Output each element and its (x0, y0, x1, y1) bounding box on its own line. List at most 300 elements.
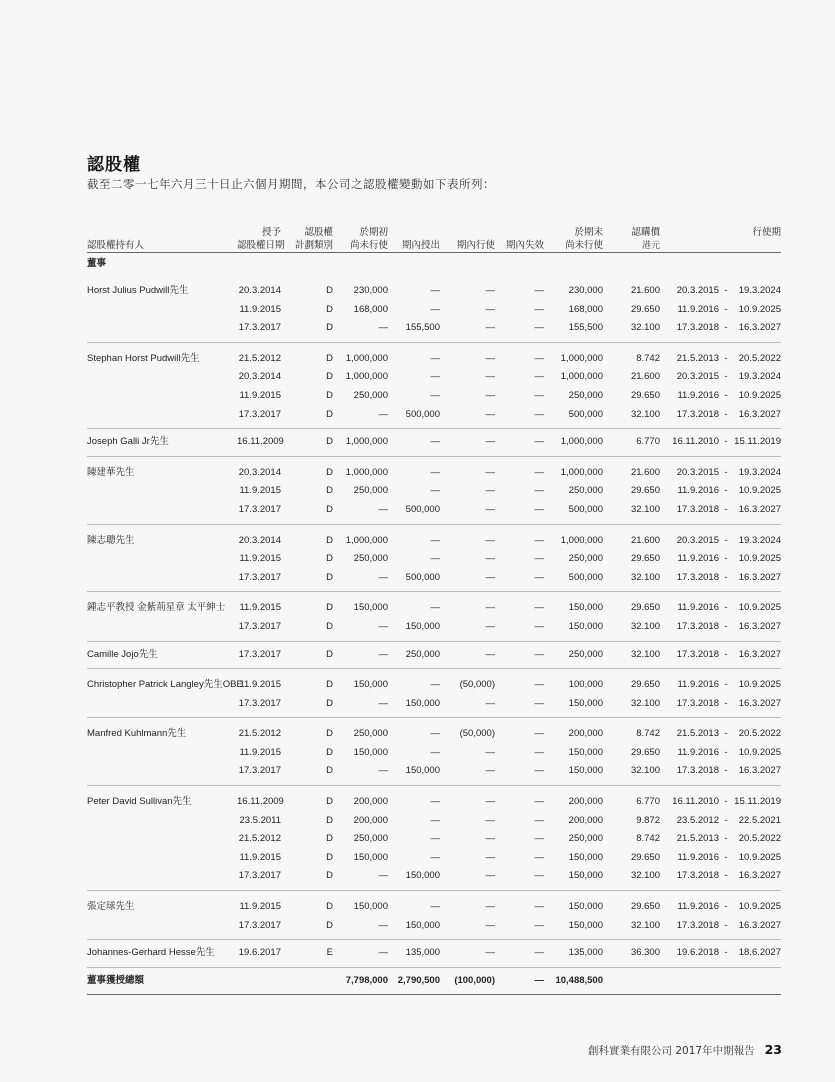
exercise-period (660, 569, 781, 588)
granted-cell: — (430, 466, 440, 478)
holder-cell (87, 812, 237, 831)
granted-cell: 155,500 (388, 319, 440, 342)
exercise-period-cell (660, 482, 781, 501)
period-end: 19.3.2024 (738, 371, 781, 383)
exercise-period-cell (660, 641, 781, 669)
price-cell: 29.650 (630, 679, 660, 691)
price-cell: 8.742 (636, 352, 660, 364)
lapsed-cell: — (495, 917, 544, 940)
lapsed-cell: — (495, 641, 544, 669)
period-start: 20.3.2015 (676, 534, 719, 546)
header-price-unit: 港元 (641, 240, 660, 250)
scheme-cell: D (326, 796, 333, 808)
closing-cell: 500,000 (544, 569, 603, 592)
period-start: 21.5.2013 (676, 352, 719, 364)
period-start: 11.9.2016 (677, 553, 719, 565)
total-empty-cell (660, 967, 781, 994)
table-row (87, 830, 781, 849)
table-row (87, 592, 781, 618)
price-cell: 32.100 (603, 319, 660, 342)
opening-cell: 250,000 (353, 485, 388, 497)
period-start: 17.3.2018 (676, 765, 719, 777)
price-cell: 32.100 (603, 406, 660, 429)
period-start: 11.9.2016 (677, 389, 719, 401)
lapsed-cell: — (495, 569, 544, 592)
closing-cell: 135,000 (544, 940, 603, 968)
period-start: 17.3.2018 (676, 620, 719, 632)
period-separator: - (724, 371, 728, 383)
period-end: 20.5.2022 (738, 728, 781, 740)
period-separator: - (724, 620, 728, 632)
exercise-period-cell (660, 406, 781, 429)
period-separator: - (724, 796, 728, 808)
holder-cell: 陳志聰先生 (87, 534, 135, 546)
lapsed-cell: — (534, 833, 544, 845)
period-separator: - (724, 553, 728, 565)
exercise-period-cell (660, 940, 781, 968)
share-options-table (87, 212, 781, 995)
table-row (87, 482, 781, 501)
header-grant-date: 授予 認股權日期 (237, 212, 281, 253)
scheme-cell: D (281, 695, 333, 718)
period-start: 23.5.2012 (676, 814, 719, 826)
granted-cell: — (430, 814, 440, 826)
period-separator: - (724, 697, 728, 709)
exercise-period-cell (660, 524, 781, 550)
period-end: 16.3.2027 (738, 408, 781, 420)
exercise-period (660, 550, 781, 569)
price-cell: 32.100 (603, 917, 660, 940)
table-row (87, 744, 781, 763)
header-holder: 認股權持有人 (87, 212, 237, 253)
grant-date-cell: 11.9.2015 (239, 901, 281, 913)
scheme-cell: D (326, 352, 333, 364)
exercise-period (660, 301, 781, 320)
closing-cell: 150,000 (544, 867, 603, 890)
scheme-cell: D (326, 728, 333, 740)
lapsed-cell: — (495, 762, 544, 785)
period-end: 10.9.2025 (738, 485, 781, 497)
exercised-cell: — (485, 602, 495, 614)
exercise-period-cell (660, 275, 781, 301)
period-separator: - (724, 901, 728, 913)
period-end: 16.3.2027 (738, 765, 781, 777)
price-cell: 32.100 (603, 867, 660, 890)
scheme-cell: D (326, 285, 333, 296)
period-start: 17.3.2018 (676, 648, 719, 660)
grant-date-cell: 11.9.2015 (239, 851, 281, 863)
period-start: 17.3.2018 (676, 919, 719, 931)
closing-cell: 150,000 (544, 762, 603, 785)
period-end: 15.11.2019 (734, 436, 781, 448)
granted-cell: 150,000 (388, 917, 440, 940)
granted-cell: 150,000 (388, 762, 440, 785)
period-end: 16.3.2027 (738, 620, 781, 632)
scheme-cell: D (281, 641, 333, 669)
table-row (87, 849, 781, 868)
grant-date-cell: 16.11.2009 (237, 796, 284, 808)
grant-date-cell: 17.3.2017 (237, 695, 281, 718)
scheme-cell: E (281, 940, 333, 968)
closing-cell: 150,000 (568, 602, 603, 614)
scheme-cell: D (326, 389, 333, 401)
exercised-cell: — (485, 814, 495, 826)
scheme-cell: D (281, 618, 333, 641)
exercise-period-cell (660, 695, 781, 718)
page-footer (560, 1042, 782, 1058)
lapsed-cell: — (534, 746, 544, 758)
holder-cell (87, 368, 237, 387)
lapsed-cell: — (495, 940, 544, 968)
lapsed-cell: — (534, 389, 544, 401)
closing-cell: 150,000 (544, 618, 603, 641)
closing-cell: 150,000 (568, 851, 603, 863)
period-start: 11.9.2016 (677, 303, 719, 315)
exercise-period (660, 812, 781, 831)
price-cell: 29.650 (630, 553, 660, 565)
period-end: 15.11.2019 (734, 796, 781, 808)
period-end: 16.3.2027 (738, 870, 781, 882)
opening-cell: 250,000 (353, 389, 388, 401)
page-subtitle: 截至二零一七年六月三十日止六個月期間，本公司之認股權變動如下表所列： (87, 177, 495, 191)
lapsed-cell: — (534, 285, 544, 296)
scheme-cell: D (281, 762, 333, 785)
exercise-period-cell (660, 618, 781, 641)
scheme-cell: D (326, 485, 333, 497)
holder-cell: 陳建華先生 (87, 466, 135, 478)
holder-cell (87, 501, 237, 524)
exercise-period (660, 406, 781, 425)
opening-cell: — (333, 406, 388, 429)
period-end: 22.5.2021 (738, 814, 781, 826)
table-row (87, 940, 781, 968)
opening-cell: — (333, 940, 388, 968)
period-start: 11.9.2016 (677, 851, 719, 863)
lapsed-cell: — (534, 534, 544, 546)
exercise-period (660, 898, 781, 917)
price-cell: 29.650 (630, 901, 660, 913)
report-name: 創科實業有限公司 2017年中期報告 (588, 1045, 755, 1057)
exercised-cell: — (485, 553, 495, 565)
scheme-cell: D (281, 501, 333, 524)
lapsed-cell: — (495, 618, 544, 641)
lapsed-cell: — (534, 352, 544, 364)
period-start: 16.11.2010 (672, 796, 719, 808)
exercise-period (660, 282, 781, 301)
price-cell: 32.100 (603, 501, 660, 524)
lapsed-cell: — (495, 867, 544, 890)
header-granted: 期內授出 (388, 212, 440, 253)
price-cell: 21.600 (630, 466, 660, 478)
grant-date-cell: 17.3.2017 (237, 319, 281, 342)
lapsed-cell: — (534, 728, 544, 740)
grant-date-cell: 17.3.2017 (237, 569, 281, 592)
exercised-cell: — (440, 501, 495, 524)
table-row (87, 812, 781, 831)
scheme-cell: D (326, 602, 333, 614)
period-separator: - (724, 503, 728, 515)
exercised-cell: — (485, 352, 495, 364)
closing-cell: 168,000 (568, 303, 603, 315)
exercise-period-cell (660, 456, 781, 482)
granted-cell: — (388, 429, 440, 457)
price-cell: 29.650 (630, 746, 660, 758)
exercise-period-cell (660, 342, 781, 368)
opening-cell: 1,000,000 (333, 429, 388, 457)
period-separator: - (724, 534, 728, 546)
scheme-cell: D (326, 679, 333, 691)
table-row (87, 524, 781, 550)
price-cell: 6.770 (603, 429, 660, 457)
opening-cell: — (333, 917, 388, 940)
exercise-period-cell (660, 744, 781, 763)
exercise-period-cell (660, 669, 781, 695)
granted-cell: 500,000 (388, 406, 440, 429)
opening-cell: — (333, 641, 388, 669)
granted-cell: — (430, 796, 440, 808)
period-start: 21.5.2013 (676, 728, 719, 740)
exercise-period-cell (660, 849, 781, 868)
opening-cell: — (333, 569, 388, 592)
price-cell: 6.770 (636, 796, 660, 808)
period-separator: - (724, 679, 728, 691)
lapsed-cell: — (534, 679, 544, 691)
section-label: 董事 (87, 258, 107, 269)
opening-cell: 200,000 (353, 796, 388, 808)
holder-cell: Joseph Galli Jr先生 (87, 429, 237, 457)
table-row (87, 301, 781, 320)
total-closing: 10,488,500 (544, 967, 603, 994)
exercise-period (660, 532, 781, 551)
exercise-period (660, 433, 781, 452)
holder-cell: Peter David Sullivan先生 (87, 796, 192, 808)
holder-cell: 鍾志平教授 金紫荊星章 太平紳士 (87, 602, 226, 614)
lapsed-cell: — (495, 695, 544, 718)
exercised-cell: — (485, 466, 495, 478)
exercise-period (660, 944, 781, 963)
exercise-period-cell (660, 718, 781, 744)
exercise-period (660, 482, 781, 501)
period-end: 10.9.2025 (738, 746, 781, 758)
closing-cell: 500,000 (544, 406, 603, 429)
period-separator: - (724, 436, 728, 448)
exercised-cell: — (440, 762, 495, 785)
period-separator: - (724, 870, 728, 882)
scheme-cell: D (281, 917, 333, 940)
lapsed-cell: — (495, 501, 544, 524)
price-cell: 32.100 (603, 618, 660, 641)
opening-cell: 1,000,000 (345, 534, 388, 546)
granted-cell: — (430, 389, 440, 401)
closing-cell: 250,000 (544, 641, 603, 669)
price-cell: 32.100 (603, 762, 660, 785)
granted-cell: — (430, 746, 440, 758)
scheme-cell: D (326, 814, 333, 826)
price-cell: 32.100 (603, 695, 660, 718)
period-separator: - (724, 851, 728, 863)
closing-cell: 150,000 (568, 901, 603, 913)
lapsed-cell: — (534, 553, 544, 565)
holder-cell: Manfred Kuhlmann先生 (87, 728, 187, 740)
exercise-period (660, 917, 781, 936)
period-end: 16.3.2027 (738, 571, 781, 583)
exercise-period-cell (660, 387, 781, 406)
period-end: 20.5.2022 (738, 352, 781, 364)
exercise-period (660, 319, 781, 338)
period-separator: - (724, 814, 728, 826)
period-start: 20.3.2015 (676, 466, 719, 478)
grant-date-cell: 20.3.2014 (238, 371, 281, 383)
period-end: 10.9.2025 (738, 851, 781, 863)
period-separator: - (724, 408, 728, 420)
total-lapsed: — (495, 967, 544, 994)
closing-cell: 1,000,000 (560, 371, 603, 383)
period-separator: - (724, 389, 728, 401)
exercise-period (660, 793, 781, 812)
closing-cell: 150,000 (544, 917, 603, 940)
table-row (87, 387, 781, 406)
granted-cell: 150,000 (388, 695, 440, 718)
scheme-cell: D (326, 746, 333, 758)
closing-cell: 150,000 (568, 746, 603, 758)
header-price: 認購價 港元 (603, 212, 660, 253)
exercise-period-cell (660, 592, 781, 618)
total-empty-cell (237, 967, 281, 994)
holder-cell: Johannes-Gerhard Hesse先生 (87, 940, 237, 968)
granted-cell: — (430, 485, 440, 497)
lapsed-cell: — (495, 429, 544, 457)
period-separator: - (724, 571, 728, 583)
exercise-period-cell (660, 830, 781, 849)
period-start: 17.3.2018 (676, 697, 719, 709)
price-cell: 36.300 (603, 940, 660, 968)
price-cell: 8.742 (636, 728, 660, 740)
grant-date-cell: 11.9.2015 (239, 602, 281, 614)
lapsed-cell: — (534, 796, 544, 808)
exercised-cell: — (485, 746, 495, 758)
granted-cell: — (430, 901, 440, 913)
exercise-period (660, 501, 781, 520)
total-label: 董事獲授總額 (87, 967, 237, 994)
holder-cell (87, 301, 237, 320)
granted-cell: — (430, 602, 440, 614)
scheme-cell: D (281, 406, 333, 429)
table-row (87, 867, 781, 890)
grant-date-cell: 23.5.2011 (239, 814, 281, 826)
exercised-cell: — (485, 303, 495, 315)
opening-cell: 150,000 (353, 901, 388, 913)
table-row (87, 891, 781, 917)
scheme-cell: D (326, 833, 333, 845)
exercised-cell: — (440, 917, 495, 940)
opening-cell: 150,000 (353, 679, 388, 691)
exercised-cell: — (440, 429, 495, 457)
period-separator: - (724, 285, 728, 296)
period-start: 11.9.2016 (677, 901, 719, 913)
opening-cell: — (333, 618, 388, 641)
granted-cell: 500,000 (388, 501, 440, 524)
price-cell: 21.600 (630, 371, 660, 383)
section-row (87, 253, 781, 276)
granted-cell: — (430, 303, 440, 315)
exercised-cell: — (485, 796, 495, 808)
header-closing: 於期末 尚未行使 (544, 212, 603, 253)
opening-cell: — (333, 695, 388, 718)
opening-cell: 250,000 (353, 553, 388, 565)
grant-date-cell: 17.3.2017 (237, 867, 281, 890)
scheme-cell: D (326, 901, 333, 913)
lapsed-cell: — (534, 466, 544, 478)
period-start: 16.11.2010 (672, 436, 719, 448)
exercised-cell: — (440, 569, 495, 592)
grant-date-cell: 11.9.2015 (239, 553, 281, 565)
scheme-cell: D (281, 569, 333, 592)
holder-cell: Stephan Horst Pudwill先生 (87, 352, 200, 364)
grant-date-cell: 11.9.2015 (239, 679, 281, 691)
granted-cell: 150,000 (388, 867, 440, 890)
lapsed-cell: — (495, 406, 544, 429)
exercise-period-cell (660, 917, 781, 940)
exercise-period (660, 744, 781, 763)
lapsed-cell: — (534, 371, 544, 383)
scheme-cell: D (326, 553, 333, 565)
grant-date-cell: 20.3.2014 (238, 466, 281, 478)
scheme-cell: D (281, 867, 333, 890)
exercised-cell: — (485, 485, 495, 497)
grant-date-cell: 11.9.2015 (239, 303, 281, 315)
period-start: 19.6.2018 (676, 947, 719, 959)
table-row (87, 669, 781, 695)
opening-cell: 250,000 (353, 833, 388, 845)
exercise-period (660, 618, 781, 637)
period-end: 16.3.2027 (738, 919, 781, 931)
period-separator: - (724, 833, 728, 845)
exercised-cell: — (485, 389, 495, 401)
period-end: 19.3.2024 (738, 285, 781, 296)
exercised-cell: (50,000) (459, 728, 495, 740)
period-end: 16.3.2027 (738, 503, 781, 515)
granted-cell: — (430, 553, 440, 565)
price-cell: 8.742 (636, 833, 660, 845)
exercise-period (660, 387, 781, 406)
exercise-period-cell (660, 368, 781, 387)
period-end: 10.9.2025 (738, 679, 781, 691)
closing-cell: 200,000 (568, 796, 603, 808)
closing-cell: 1,000,000 (560, 466, 603, 478)
exercise-period (660, 695, 781, 714)
period-end: 10.9.2025 (738, 303, 781, 315)
period-start: 21.5.2013 (676, 833, 719, 845)
scheme-cell: D (326, 466, 333, 478)
exercise-period (660, 350, 781, 369)
exercised-cell: — (485, 534, 495, 546)
period-separator: - (724, 352, 728, 364)
holder-cell (87, 569, 237, 592)
lapsed-cell: — (534, 303, 544, 315)
exercised-cell: — (485, 371, 495, 383)
price-cell: 21.600 (630, 285, 660, 296)
exercise-period-cell (660, 569, 781, 592)
holder-cell (87, 917, 237, 940)
table-row (87, 368, 781, 387)
exercise-period (660, 646, 781, 665)
exercise-period (660, 368, 781, 387)
holder-cell: Christopher Patrick Langley先生OBE (87, 679, 243, 691)
period-start: 20.3.2015 (676, 371, 719, 383)
grant-date-cell: 17.3.2017 (237, 917, 281, 940)
granted-cell: — (430, 534, 440, 546)
holder-cell (87, 387, 237, 406)
